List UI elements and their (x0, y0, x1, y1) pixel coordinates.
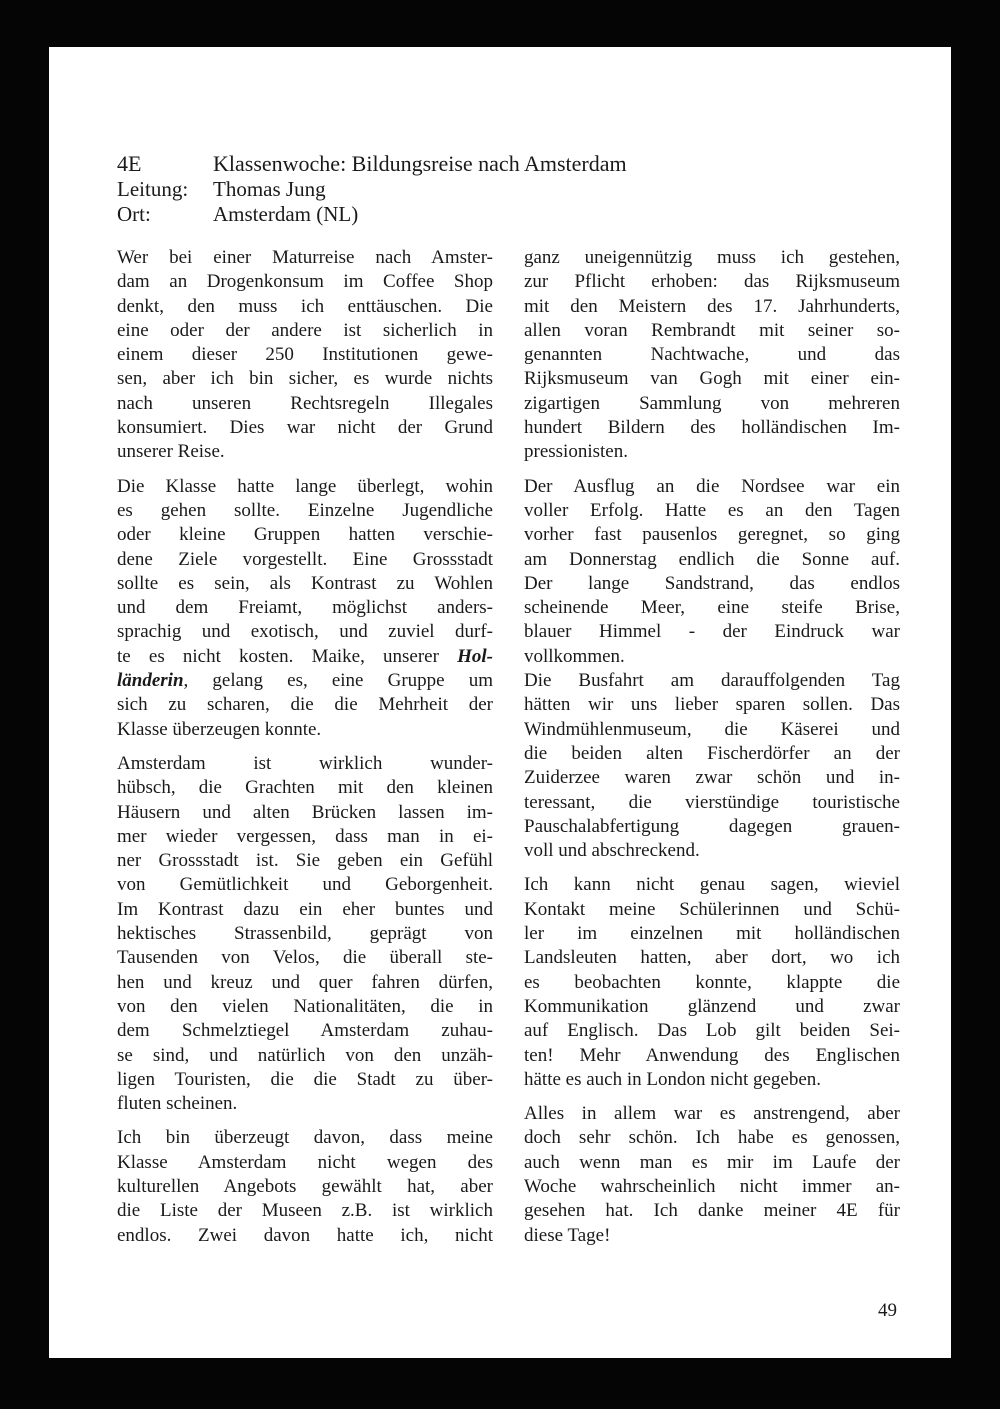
text-line: zur Pflicht erhoben: das Rijksmuseum (524, 271, 900, 293)
text-line: se sind, und natürlich von den unzäh- (117, 1044, 493, 1066)
text-line: zigartigen Sammlung von mehreren (524, 392, 900, 414)
paragraph (117, 475, 493, 742)
text-line: scheinende Meer, eine steife Brise, (524, 597, 900, 619)
text-line: dam an Drogenkonsum im Coffee Shop (117, 271, 493, 293)
text-line: Kontakt meine Schülerinnen und Schü- (524, 898, 900, 920)
leitung-value: Thomas Jung (213, 177, 326, 201)
text-line: Häusern und alten Brücken lassen im- (117, 801, 493, 823)
text-line: Kommunikation glänzend und zwar (524, 995, 900, 1017)
text-line: Der Ausflug an die Nordsee war ein (524, 475, 900, 497)
ort-label: Ort: (117, 202, 151, 226)
text-line: die Liste der Museen z.B. ist wirklich (117, 1200, 493, 1222)
text-line: Ich kann nicht genau sagen, wieviel (524, 874, 900, 896)
text-line: Rijksmuseum van Gogh mit einer ein- (524, 368, 900, 390)
text-line: Windmühlenmuseum, die Käserei und (524, 718, 900, 740)
paragraph (524, 873, 900, 1092)
text-line: Amsterdam ist wirklich wunder- (117, 752, 493, 774)
right-column (524, 246, 900, 1248)
text-line: dene Ziele vorgestellt. Eine Grossstadt (117, 548, 493, 570)
text-line: sen, aber ich bin sicher, es wurde nichts (117, 368, 493, 390)
text-line: mer wieder vergessen, dass man in ei- (117, 825, 493, 847)
text-line: endlos. Zwei davon hatte ich, nicht (117, 1224, 493, 1246)
text-line: denkt, den muss ich enttäuschen. Die (117, 295, 493, 317)
paragraph (524, 1102, 900, 1248)
text-line: eine oder der andere ist sicherlich in (117, 319, 493, 341)
text-line: teressant, die vierstündige touristische (524, 791, 900, 813)
title-row (117, 151, 627, 177)
text-line: blauer Himmel - der Eindruck war (524, 621, 900, 643)
text-line: es gehen sollte. Einzelne Jugendliche (117, 499, 493, 521)
italic-word: länderin (117, 670, 184, 692)
text-line: allen voran Rembrandt mit seiner so- (524, 319, 900, 341)
text-line: ten! Mehr Anwendung des Englischen (524, 1044, 900, 1066)
text-line: es beobachten konnte, klappte die (524, 971, 900, 993)
text-line: Wer bei einer Maturreise nach Amster- (117, 247, 493, 268)
text-line: Zuiderzee waren zwar schön und in- (524, 767, 900, 789)
text-line: hen und kreuz und quer fahren dürfen, (117, 971, 493, 993)
text-line: kulturellen Angebots gewählt hat, aber (117, 1175, 493, 1197)
leitung-label: Leitung: (117, 177, 189, 201)
text-line: sich zu scharen, die die Mehrheit der (117, 694, 493, 716)
text-line: oder kleine Gruppen hatten verschie- (117, 524, 493, 546)
text-line: voll und abschreckend. (524, 840, 700, 862)
text-line: gesehen hat. Ich danke meiner 4E für (524, 1200, 900, 1222)
text-line (117, 669, 493, 693)
text-line: hübsch, die Grachten mit den kleinen (117, 777, 493, 799)
paragraph (117, 1126, 493, 1247)
paragraph (117, 246, 493, 465)
text-line: die beiden alten Fischerdörfer an der (524, 742, 900, 764)
text-line: Woche wahrscheinlich nicht immer an- (524, 1175, 900, 1197)
text-line: unserer Reise. (117, 441, 225, 463)
text-line: ler im einzelnen mit holländischen (524, 923, 900, 945)
text-line: von Gemütlichkeit und Geborgenheit. (117, 874, 493, 896)
class-code: 4E (117, 151, 142, 176)
ort-value: Amsterdam (NL) (213, 202, 359, 226)
text-line: voller Erfolg. Hatte es an den Tagen (524, 499, 900, 521)
text-line: doch sehr schön. Ich habe es genossen, (524, 1127, 900, 1149)
text-line: sollte es sein, als Kontrast zu Wohlen (117, 572, 493, 594)
text-line: hätte es auch in London nicht gegeben. (524, 1068, 822, 1090)
text-line: ganz uneigennützig muss ich gestehen, (524, 247, 900, 268)
page-number: 49 (878, 1300, 897, 1321)
text-line: diese Tage! (524, 1224, 611, 1246)
text-line: einem dieser 250 Institutionen gewe- (117, 344, 493, 366)
text-line: sprachig und exotisch, und zuviel durf- (117, 621, 493, 643)
text-line: ligen Touristen, die die Stadt zu über- (117, 1068, 493, 1090)
text-line: auch wenn man es mir im Laufe der (524, 1151, 900, 1173)
text-line: am Donnerstag endlich die Sonne auf. (524, 548, 900, 570)
text-line: hektisches Strassenbild, geprägt von (117, 923, 493, 945)
text-line (117, 645, 493, 669)
text-line: konsumiert. Dies war nicht der Grund (117, 417, 493, 439)
text-line: hätten wir uns lieber sparen sollen. Das (524, 694, 900, 716)
leitung-row (117, 177, 627, 202)
text-fragment: te es nicht kosten. Maike, unserer (117, 645, 458, 667)
text-line: pressionisten. (524, 441, 628, 463)
paragraph (524, 669, 900, 863)
text-line: Pauschalabfertigung dagegen grauen- (524, 815, 900, 837)
text-line: und dem Freiamt, möglichst anders- (117, 597, 493, 619)
text-line: Alles in allem war es anstrengend, aber (524, 1103, 900, 1125)
text-fragment: , gelang es, eine Gruppe um (183, 670, 493, 692)
text-line: mit den Meistern des 17. Jahrhunderts, (524, 295, 900, 317)
left-column (117, 246, 493, 1248)
paragraph (117, 752, 493, 1116)
text-line: von den vielen Nationalitäten, die in (117, 995, 493, 1017)
paragraph (524, 246, 900, 465)
text-line: Die Klasse hatte lange überlegt, wohin (117, 475, 493, 497)
text-line: ner Grossstadt ist. Sie geben ein Gefühl (117, 850, 493, 872)
article-header (117, 151, 627, 227)
text-line: Tausenden von Velos, die überall ste- (117, 947, 493, 969)
text-line: Die Busfahrt am darauffolgenden Tag (524, 670, 900, 692)
text-line: genannten Nachtwache, und das (524, 344, 900, 366)
ort-row (117, 202, 627, 227)
article-title: Klassenwoche: Bildungsreise nach Amsterdam (213, 151, 627, 176)
text-line: Klasse überzeugen konnte. (117, 718, 322, 740)
text-line: Landsleuten hatten, aber dort, wo ich (524, 947, 900, 969)
text-line: nach unseren Rechtsregeln Illegales (117, 392, 493, 414)
text-line: Im Kontrast dazu ein eher buntes und (117, 898, 493, 920)
text-line: hundert Bildern des holländischen Im- (524, 417, 900, 439)
text-line: dem Schmelztiegel Amsterdam zuhau- (117, 1020, 493, 1042)
text-line: Ich bin überzeugt davon, dass meine (117, 1127, 493, 1149)
italic-word: Hol- (457, 645, 493, 667)
text-line: auf Englisch. Das Lob gilt beiden Sei- (524, 1020, 900, 1042)
document-page (49, 47, 951, 1358)
text-line: vorher fast pausenlos geregnet, so ging (524, 524, 900, 546)
text-line: Der lange Sandstrand, das endlos (524, 572, 900, 594)
paragraph (524, 475, 900, 669)
text-line: Klasse Amsterdam nicht wegen des (117, 1151, 493, 1173)
text-line: vollkommen. (524, 645, 625, 667)
text-line: fluten scheinen. (117, 1093, 238, 1115)
